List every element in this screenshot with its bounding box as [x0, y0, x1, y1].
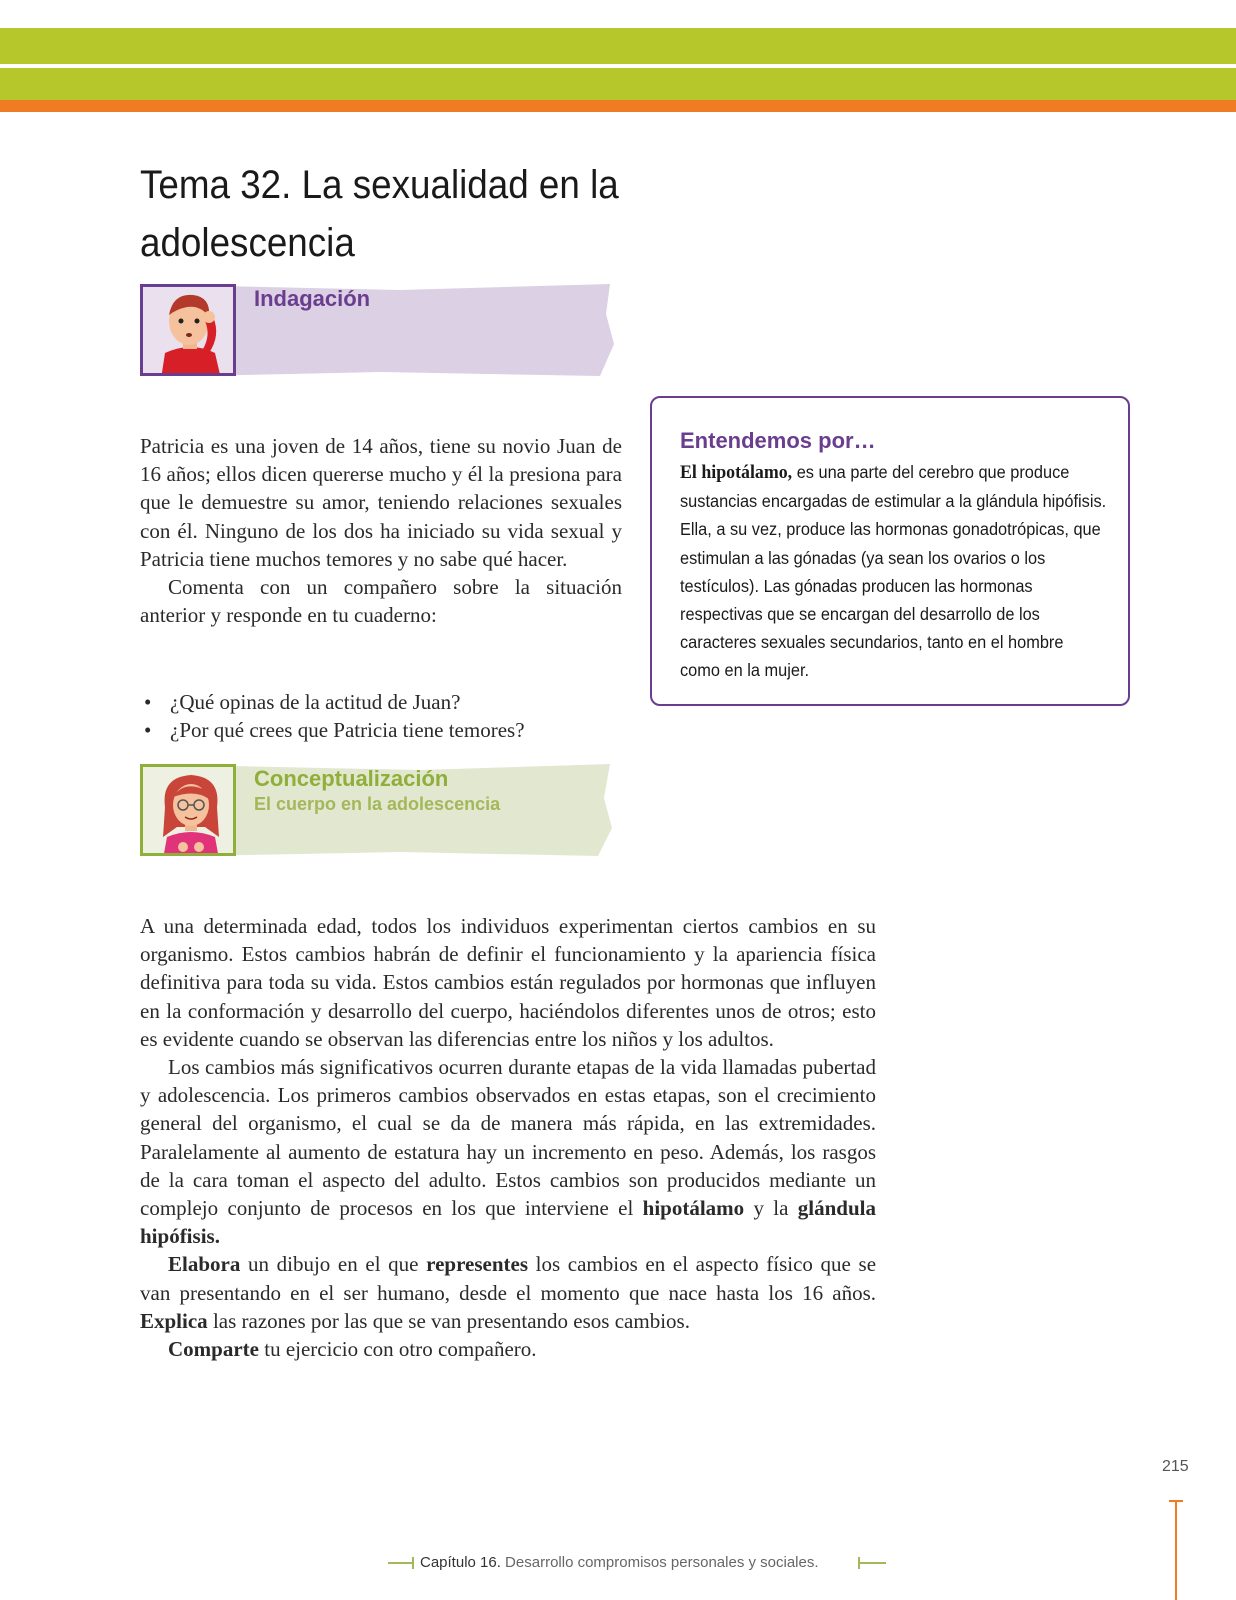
footer-tick-left: [412, 1557, 414, 1569]
intro-paragraph-2: Comenta con un compañero sobre la situación anterior y responde en tu cuaderno:: [140, 575, 622, 628]
verb-representes: representes: [426, 1252, 529, 1277]
list-item: • ¿Qué opinas de la actitud de Juan?: [140, 688, 525, 716]
header-band-orange: [0, 100, 1236, 112]
definition-title: Entendemos por…: [680, 428, 876, 453]
girl-with-glasses-icon: [140, 764, 236, 856]
indagacion-banner: [140, 276, 620, 384]
footer-chapter-title: Desarrollo compromisos personales y sociales.: [500, 1554, 819, 1571]
thinking-boy-icon: [140, 284, 236, 376]
footer-chapter: Capítulo 16.: [420, 1554, 501, 1571]
verb-elabora: Elabora: [168, 1252, 241, 1277]
body-paragraph-2: [140, 1053, 876, 1250]
conceptualizacion-label: Conceptualización: [254, 766, 449, 791]
body-paragraph-3: [140, 1250, 876, 1335]
term-glandula-hipofisis: glándula hipófisis.: [140, 1196, 877, 1249]
margin-line: [1175, 1502, 1177, 1600]
intro-text: [140, 432, 622, 629]
footer-rule-left: [388, 1562, 414, 1564]
conceptualizacion-subtitle: El cuerpo en la adolescencia: [254, 794, 501, 814]
body-paragraph-4: [140, 1335, 876, 1363]
body-paragraph-2-text: Los cambios más significativos ocurren durante etapas de la vida llamadas pubertad y adolescencia. Los primeros cambios observados en estas etapas, son el crecimiento general del organismo, el cual se da de manera más rápida, en las extremidades. Paralelamente al aumento de estatura hay un incremento en peso. Además, los rasgos de la cara toman el aspecto del adulto. Estos cambios son producidos mediante un complejo conjunto de procesos en los que interviene el: [140, 1055, 876, 1221]
verb-comparte: Comparte: [168, 1337, 259, 1362]
intro-paragraph-1: Patricia es una joven de 14 años, tiene su novio Juan de 16 años; ellos dicen quererse mucho y él la presiona para que le demuestre su amor, teniendo relaciones sexuales con él. Ninguno de los dos ha iniciado su vida sexual y Patricia tiene muchos temores y no sabe qué hacer.: [140, 434, 622, 571]
body-paragraph-3-text-1: un dibujo en el que: [240, 1252, 427, 1277]
header-band-middle: [0, 68, 1236, 100]
page-title: Tema 32. La sexualidad en la adolescencia: [140, 163, 619, 265]
verb-explica: Explica: [140, 1308, 208, 1333]
body-paragraph-3-text-2: los cambios en el aspecto físico que se van presentando en el ser humano, desde el momento que nace hasta los 16 años.: [140, 1252, 877, 1305]
footer-text: [420, 1554, 819, 1571]
body-paragraph-1: A una determinada edad, todos los individuos experimentan ciertos cambios en su organismo. Estos cambios habrán de definir el funcionamiento y la apariencia física definitiva para toda su vida. Estos cambios están regulados por hormonas que influyen en la conformación y desarrollo del cuerpo, haciéndolos diferentes unos de otros; esto es evidente cuando se observan las diferencias entre los niños y los adultos.: [140, 914, 876, 1051]
list-item: • ¿Por qué crees que Patricia tiene temores?: [140, 716, 525, 744]
footer: [388, 1552, 888, 1576]
conceptualizacion-banner: [140, 756, 620, 864]
definition-body: es una parte del cerebro que produce sustancias encargadas de estimular a la glándula hipófisis. Ella, a su vez, produce las hormonas gonadotrópicas, que estimulan a las gónadas (ya sean los ovarios o los testículos). Las gónadas producen las hormonas respectivas que se encargan del desarrollo de los caracteres sexuales secundarios, tanto en el hombre como en la mujer.: [680, 462, 1107, 681]
page-number: 215: [1162, 1458, 1189, 1475]
definition-term: El hipotálamo,: [680, 462, 793, 483]
header-band-top: [0, 28, 1236, 64]
body-paragraph-2-mid: y la: [744, 1196, 798, 1221]
term-hipotalamo: hipotálamo: [642, 1196, 745, 1221]
body-paragraph-3-text-3: las razones por las que se van presentando esos cambios.: [207, 1308, 690, 1333]
body-text: [140, 912, 876, 1363]
question-list: [140, 688, 525, 745]
body-paragraph-4-text: tu ejercicio con otro compañero.: [258, 1337, 537, 1362]
footer-rule-right: [858, 1562, 886, 1564]
indagacion-label: Indagación: [254, 286, 371, 311]
definition-text: [680, 458, 1108, 685]
definition-box: [650, 396, 1130, 706]
